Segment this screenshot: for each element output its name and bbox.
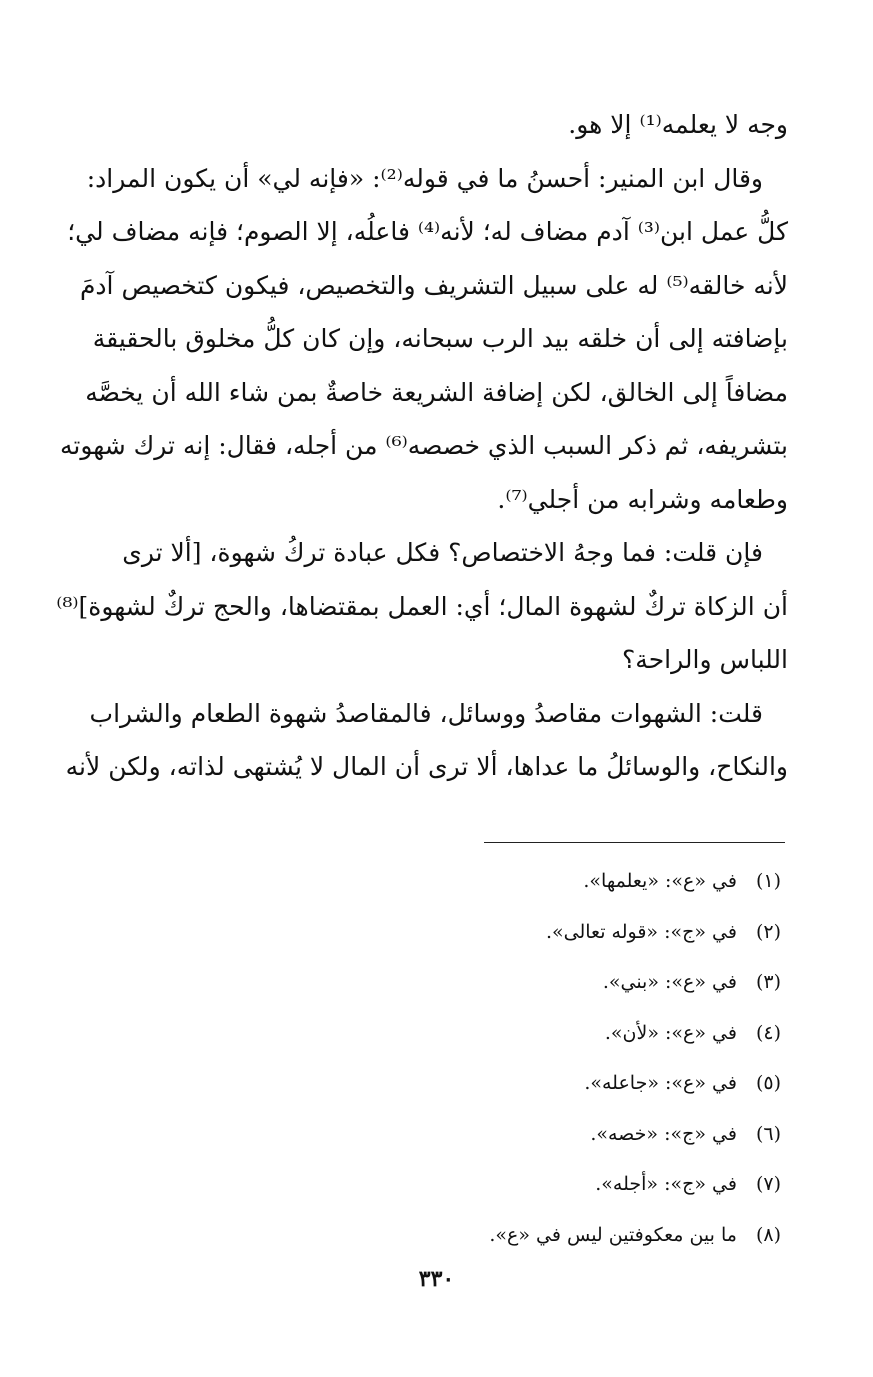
footnote-number: (٥): [755, 1072, 781, 1094]
text-line: بإضافته إلى أن خلقه بيد الرب سبحانه، وإن كان كلُّ مخلوق بالحقيقة: [92, 324, 788, 353]
footnote: [381, 1109, 781, 1160]
footnote-divider: [484, 842, 785, 843]
footnote-text: في «ع»: «لأن».: [604, 1021, 737, 1044]
footnote: [381, 1058, 781, 1109]
footnote-number: (٧): [755, 1173, 781, 1195]
footnote: [381, 957, 781, 1008]
footnote-text: في «ع»: «يعلمها».: [583, 870, 737, 892]
footnote: [381, 907, 781, 958]
footnote: [381, 1159, 781, 1210]
text-line: والنكاح، والوسائلُ ما عداها، ألا ترى أن المال لا يُشتهى لذاته، ولكن لأنه: [65, 752, 788, 781]
footnote-text: في «ع»: «بني».: [602, 971, 737, 993]
footnote: [381, 1210, 781, 1261]
text-line: أن الزكاة تركٌ لشهوة المال؛ أي: العمل بمقتضاها، والحج تركٌ لشهوة]⁽⁸⁾: [56, 591, 788, 621]
footnote-text: في «ج»: «أجله».: [595, 1173, 737, 1195]
footnote-number: (٣): [755, 971, 781, 993]
footnote-number: (٢): [755, 920, 781, 943]
footnote-text: في «ج»: «خصه».: [590, 1122, 737, 1145]
text-line: مضافاً إلى الخالق، لكن إضافة الشريعة خاصةٌ بمن شاء الله أن يخصَّه: [85, 377, 788, 407]
text-line: فإن قلت: فما وجهُ الاختصاص؟ فكل عبادة تركُ شهوة، [ألا ترى: [122, 538, 763, 567]
body-text: [56, 98, 788, 794]
footnote: [381, 856, 781, 907]
text-line: كلُّ عمل ابن⁽³⁾ آدم مضاف له؛ لأنه⁽⁴⁾ فاعلُه، إلا الصوم؛ فإنه مضاف لي؛: [67, 217, 788, 246]
footnote-number: (١): [755, 870, 781, 892]
footnote-number: (٦): [755, 1122, 781, 1145]
footnote-text: في «ج»: «قوله تعالى».: [545, 920, 737, 943]
footnotes: [381, 856, 781, 1260]
text-line: اللباس والراحة؟: [622, 645, 788, 674]
text-line: قلت: الشهوات مقاصدُ ووسائل، فالمقاصدُ شهوة الطعام والشراب: [89, 698, 763, 728]
text-line: لأنه خالقه⁽⁵⁾ له على سبيل التشريف والتخصيص، فيكون كتخصيص آدمَ: [79, 270, 788, 300]
text-line: وقال ابن المنير: أحسنُ ما في قوله⁽²⁾: «فإنه لي» أن يكون المراد:: [86, 163, 763, 193]
text-line: بتشريفه، ثم ذكر السبب الذي خصصه⁽⁶⁾ من أجله، فقال: إنه ترك شهوته: [59, 431, 788, 460]
footnote-text: ما بين معكوفتين ليس في «ع».: [489, 1223, 737, 1246]
footnote-number: (٨): [755, 1223, 781, 1246]
footnote-text: في «ع»: «جاعله».: [584, 1072, 737, 1094]
footnote-number: (٤): [755, 1021, 781, 1044]
footnote: [381, 1008, 781, 1059]
text-line: وجه لا يعلمه⁽¹⁾ إلا هو.: [568, 110, 788, 139]
page-number: ٣٣٠: [418, 1266, 455, 1292]
text-line: وطعامه وشرابه من أجلي⁽⁷⁾.: [497, 484, 788, 514]
